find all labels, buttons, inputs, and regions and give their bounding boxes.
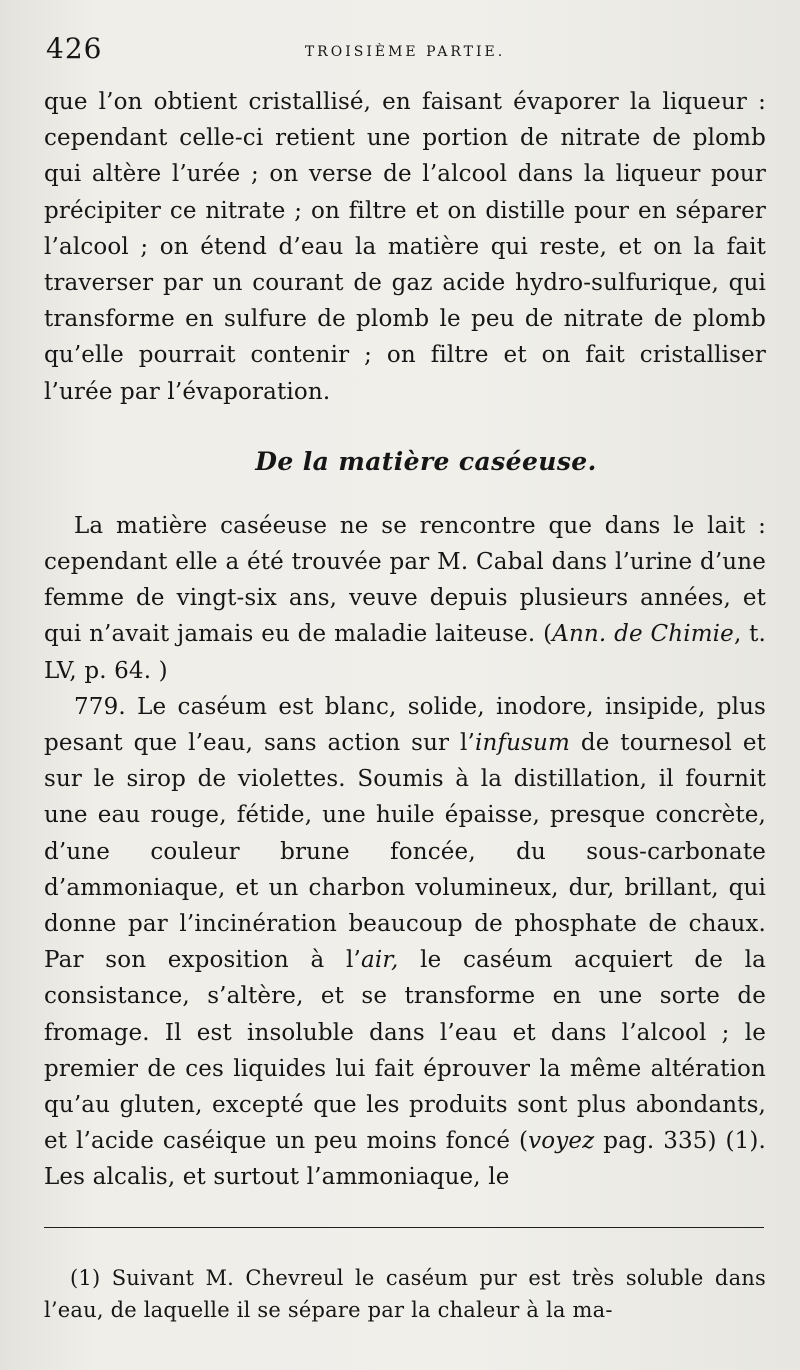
paragraph-caseous-text: La matière caséeuse ne se rencontre que dans le lait : cependant elle a été trouvée par M. Cabal dans l’urine d’une femme de vingt-six ans, veuve depuis plusieurs années, et qui n’avait jamais eu de maladie laiteuse. ( (44, 512, 766, 648)
term-air: air, (361, 947, 399, 974)
running-title: TROISIÈME PARTIE. (304, 44, 506, 60)
paragraph-779-part4: pag. 335) (1). Les alcalis, et surtout l’ammoniaque, le (44, 1128, 766, 1191)
journal-reference: Ann. de Chimie (552, 621, 734, 648)
term-infusum: infusum (475, 730, 570, 757)
journal-reference-tail: , t. LV, p. 64. ) (44, 621, 767, 684)
page-number: 426 (46, 32, 103, 65)
paragraph-779-part3: le caséum acquiert de la consistance, s’altère, et se transforme en une sorte de fromage. Il est insoluble dans l’eau et dans l’alcool ; le premier de ces liquides lui fait éprouver la même altération qu’au gluten, excepté que les produits sont plus abondants, et l’acide caséique un peu moins foncé ( (44, 947, 767, 1155)
paragraph-caseous-intro (44, 508, 766, 689)
paragraph-779-part1: 779. Le caséum est blanc, solide, inodore, insipide, plus pesant que l’eau, sans action sur l’ (44, 693, 766, 757)
paragraph-779-part2: de tournesol et sur le sirop de violettes. Soumis à la distillation, il fournit une eau rouge, fétide, une huile épaisse, presque concrète, d’une couleur brune foncée, du sous-carbonate d’ammoniaque, et un charbon volumineux, dur, brillant, qui donne par l’incinération beaucoup de phosphate de chaux. Par son exposition à l’ (44, 730, 766, 974)
paragraph-779 (44, 689, 766, 1196)
paragraph-continued: que l’on obtient cristallisé, en faisant évaporer la liqueur : cependant celle-ci retient une portion de nitrate de plomb qui altère l’urée ; on verse de l’alcool dans la liqueur pour précipiter ce nitrate ; on filtre et on distille pour en séparer l’alcool ; on étend d’eau la matière qui reste, et on la fait traverser par un courant de gaz acide hydro-sulfurique, qui transforme en sulfure de plomb le peu de nitrate de plomb qu’elle pourrait contenir ; on filtre et on fait cristalliser l’urée par l’évaporation. (44, 89, 766, 405)
footnote-divider (44, 1227, 764, 1228)
footnote: (1) Suivant M. Chevreul le caséum pur est très soluble dans l’eau, de laquelle il se sépare par la chaleur à la ma- (44, 1265, 766, 1322)
section-heading: De la matière caséeuse. (255, 446, 597, 476)
term-voyez: voyez (528, 1128, 595, 1155)
running-head (44, 28, 766, 84)
